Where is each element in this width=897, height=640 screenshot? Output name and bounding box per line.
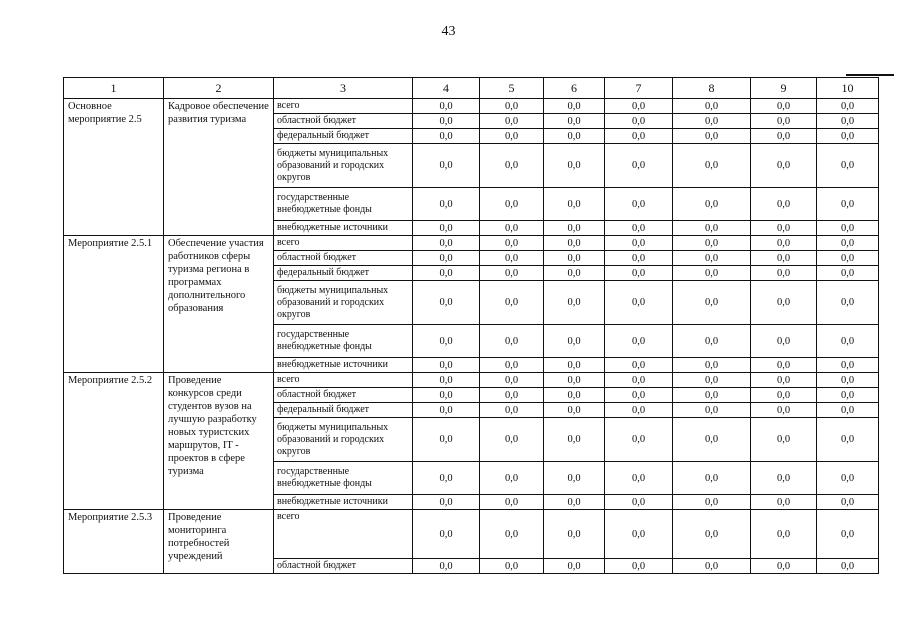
amount-cell: 0,0 (751, 188, 817, 221)
amount-cell: 0,0 (480, 99, 544, 114)
amount-cell: 0,0 (413, 358, 480, 373)
amount-cell: 0,0 (605, 236, 673, 251)
table-row (64, 99, 879, 114)
amount-cell: 0,0 (817, 236, 879, 251)
column-header: 6 (544, 78, 605, 99)
amount-cell: 0,0 (413, 114, 480, 129)
amount-cell: 0,0 (413, 188, 480, 221)
amount-cell: 0,0 (751, 99, 817, 114)
amount-cell: 0,0 (413, 129, 480, 144)
measure-title: Кадровое обеспечение развития туризма (164, 99, 274, 236)
amount-cell: 0,0 (480, 388, 544, 403)
column-header: 4 (413, 78, 480, 99)
amount-cell: 0,0 (751, 221, 817, 236)
measure-title: Проведение конкурсов среди студентов вузов на лучшую разработку новых туристских маршрутов, IT - проектов в сфере туризма (164, 373, 274, 510)
amount-cell: 0,0 (413, 251, 480, 266)
amount-cell: 0,0 (605, 358, 673, 373)
funding-source: областной бюджет (274, 251, 413, 266)
amount-cell: 0,0 (817, 403, 879, 418)
funding-source: всего (274, 510, 413, 559)
amount-cell: 0,0 (480, 510, 544, 559)
funding-source: областной бюджет (274, 559, 413, 574)
amount-cell: 0,0 (480, 358, 544, 373)
funding-source: федеральный бюджет (274, 266, 413, 281)
amount-cell: 0,0 (480, 495, 544, 510)
amount-cell: 0,0 (605, 325, 673, 358)
amount-cell: 0,0 (605, 221, 673, 236)
funding-source: государственные внебюджетные фонды (274, 325, 413, 358)
amount-cell: 0,0 (544, 373, 605, 388)
amount-cell: 0,0 (673, 251, 751, 266)
funding-source: внебюджетные источники (274, 221, 413, 236)
amount-cell: 0,0 (673, 495, 751, 510)
amount-cell: 0,0 (605, 281, 673, 325)
amount-cell: 0,0 (817, 418, 879, 462)
amount-cell: 0,0 (480, 559, 544, 574)
amount-cell: 0,0 (544, 388, 605, 403)
funding-source: областной бюджет (274, 114, 413, 129)
funding-source: внебюджетные источники (274, 358, 413, 373)
amount-cell: 0,0 (605, 388, 673, 403)
amount-cell: 0,0 (817, 325, 879, 358)
amount-cell: 0,0 (817, 129, 879, 144)
funding-source: внебюджетные источники (274, 495, 413, 510)
funding-source: государственные внебюджетные фонды (274, 462, 413, 495)
amount-cell: 0,0 (817, 281, 879, 325)
amount-cell: 0,0 (544, 129, 605, 144)
amount-cell: 0,0 (751, 559, 817, 574)
amount-cell: 0,0 (413, 388, 480, 403)
amount-cell: 0,0 (673, 236, 751, 251)
funding-source: бюджеты муниципальных образований и городских округов (274, 418, 413, 462)
amount-cell: 0,0 (673, 144, 751, 188)
amount-cell: 0,0 (544, 236, 605, 251)
column-header: 2 (164, 78, 274, 99)
amount-cell: 0,0 (605, 559, 673, 574)
amount-cell: 0,0 (673, 188, 751, 221)
amount-cell: 0,0 (673, 99, 751, 114)
amount-cell: 0,0 (605, 462, 673, 495)
funding-source: всего (274, 373, 413, 388)
amount-cell: 0,0 (817, 510, 879, 559)
amount-cell: 0,0 (751, 373, 817, 388)
amount-cell: 0,0 (673, 462, 751, 495)
amount-cell: 0,0 (605, 510, 673, 559)
amount-cell: 0,0 (673, 510, 751, 559)
amount-cell: 0,0 (817, 373, 879, 388)
amount-cell: 0,0 (673, 129, 751, 144)
column-header: 8 (673, 78, 751, 99)
amount-cell: 0,0 (544, 510, 605, 559)
amount-cell: 0,0 (544, 281, 605, 325)
amount-cell: 0,0 (413, 403, 480, 418)
amount-cell: 0,0 (751, 388, 817, 403)
amount-cell: 0,0 (751, 495, 817, 510)
amount-cell: 0,0 (480, 144, 544, 188)
amount-cell: 0,0 (413, 221, 480, 236)
amount-cell: 0,0 (817, 462, 879, 495)
amount-cell: 0,0 (751, 236, 817, 251)
measure-code: Мероприятие 2.5.1 (64, 236, 164, 373)
amount-cell: 0,0 (413, 325, 480, 358)
amount-cell: 0,0 (817, 99, 879, 114)
amount-cell: 0,0 (480, 251, 544, 266)
amount-cell: 0,0 (605, 251, 673, 266)
amount-cell: 0,0 (751, 114, 817, 129)
amount-cell: 0,0 (544, 358, 605, 373)
amount-cell: 0,0 (751, 266, 817, 281)
amount-cell: 0,0 (673, 559, 751, 574)
amount-cell: 0,0 (673, 388, 751, 403)
measure-title: Проведение мониторинга потребностей учреждений (164, 510, 274, 574)
table-row (64, 510, 879, 559)
measure-code: Основное мероприятие 2.5 (64, 99, 164, 236)
amount-cell: 0,0 (751, 144, 817, 188)
amount-cell: 0,0 (413, 559, 480, 574)
amount-cell: 0,0 (413, 281, 480, 325)
amount-cell: 0,0 (605, 99, 673, 114)
amount-cell: 0,0 (817, 559, 879, 574)
measure-title: Обеспечение участия работников сферы туризма региона в программах дополнительного образования (164, 236, 274, 373)
funding-source: государственные внебюджетные фонды (274, 188, 413, 221)
amount-cell: 0,0 (817, 495, 879, 510)
amount-cell: 0,0 (605, 418, 673, 462)
table-row (64, 373, 879, 388)
amount-cell: 0,0 (673, 325, 751, 358)
amount-cell: 0,0 (817, 266, 879, 281)
amount-cell: 0,0 (413, 373, 480, 388)
amount-cell: 0,0 (605, 495, 673, 510)
amount-cell: 0,0 (673, 418, 751, 462)
amount-cell: 0,0 (751, 358, 817, 373)
amount-cell: 0,0 (544, 559, 605, 574)
column-header: 3 (274, 78, 413, 99)
amount-cell: 0,0 (544, 418, 605, 462)
amount-cell: 0,0 (480, 221, 544, 236)
amount-cell: 0,0 (544, 188, 605, 221)
amount-cell: 0,0 (413, 144, 480, 188)
amount-cell: 0,0 (605, 129, 673, 144)
amount-cell: 0,0 (480, 373, 544, 388)
amount-cell: 0,0 (817, 358, 879, 373)
amount-cell: 0,0 (544, 221, 605, 236)
amount-cell: 0,0 (544, 266, 605, 281)
amount-cell: 0,0 (673, 221, 751, 236)
amount-cell: 0,0 (605, 403, 673, 418)
amount-cell: 0,0 (413, 462, 480, 495)
amount-cell: 0,0 (413, 495, 480, 510)
amount-cell: 0,0 (817, 251, 879, 266)
amount-cell: 0,0 (544, 403, 605, 418)
amount-cell: 0,0 (605, 373, 673, 388)
amount-cell: 0,0 (605, 266, 673, 281)
amount-cell: 0,0 (544, 114, 605, 129)
amount-cell: 0,0 (751, 325, 817, 358)
measure-code: Мероприятие 2.5.2 (64, 373, 164, 510)
column-header: 1 (64, 78, 164, 99)
funding-source: федеральный бюджет (274, 129, 413, 144)
amount-cell: 0,0 (413, 236, 480, 251)
amount-cell: 0,0 (817, 114, 879, 129)
funding-source: бюджеты муниципальных образований и городских округов (274, 281, 413, 325)
amount-cell: 0,0 (480, 266, 544, 281)
amount-cell: 0,0 (480, 325, 544, 358)
column-header: 9 (751, 78, 817, 99)
amount-cell: 0,0 (544, 495, 605, 510)
measure-code: Мероприятие 2.5.3 (64, 510, 164, 574)
amount-cell: 0,0 (480, 114, 544, 129)
budget-table (63, 77, 879, 574)
amount-cell: 0,0 (673, 403, 751, 418)
amount-cell: 0,0 (751, 510, 817, 559)
funding-source: всего (274, 99, 413, 114)
amount-cell: 0,0 (480, 236, 544, 251)
column-header: 10 (817, 78, 879, 99)
amount-cell: 0,0 (673, 358, 751, 373)
amount-cell: 0,0 (480, 281, 544, 325)
amount-cell: 0,0 (544, 462, 605, 495)
amount-cell: 0,0 (413, 99, 480, 114)
amount-cell: 0,0 (544, 251, 605, 266)
page-number: 43 (441, 24, 456, 39)
amount-cell: 0,0 (751, 403, 817, 418)
amount-cell: 0,0 (673, 373, 751, 388)
table-row (64, 236, 879, 251)
amount-cell: 0,0 (817, 388, 879, 403)
column-header: 7 (605, 78, 673, 99)
amount-cell: 0,0 (544, 144, 605, 188)
amount-cell: 0,0 (413, 510, 480, 559)
column-header: 5 (480, 78, 544, 99)
amount-cell: 0,0 (605, 144, 673, 188)
amount-cell: 0,0 (751, 251, 817, 266)
amount-cell: 0,0 (544, 325, 605, 358)
pen-stroke-mark (846, 74, 894, 76)
header-row (64, 78, 879, 99)
funding-source: всего (274, 236, 413, 251)
amount-cell: 0,0 (413, 418, 480, 462)
amount-cell: 0,0 (480, 188, 544, 221)
funding-source: федеральный бюджет (274, 403, 413, 418)
amount-cell: 0,0 (605, 114, 673, 129)
amount-cell: 0,0 (817, 188, 879, 221)
amount-cell: 0,0 (673, 266, 751, 281)
amount-cell: 0,0 (673, 114, 751, 129)
amount-cell: 0,0 (751, 129, 817, 144)
amount-cell: 0,0 (480, 129, 544, 144)
amount-cell: 0,0 (817, 144, 879, 188)
amount-cell: 0,0 (751, 281, 817, 325)
amount-cell: 0,0 (544, 99, 605, 114)
amount-cell: 0,0 (605, 188, 673, 221)
amount-cell: 0,0 (817, 221, 879, 236)
funding-source: областной бюджет (274, 388, 413, 403)
amount-cell: 0,0 (480, 418, 544, 462)
amount-cell: 0,0 (480, 462, 544, 495)
amount-cell: 0,0 (413, 266, 480, 281)
funding-source: бюджеты муниципальных образований и городских округов (274, 144, 413, 188)
amount-cell: 0,0 (480, 403, 544, 418)
amount-cell: 0,0 (751, 418, 817, 462)
amount-cell: 0,0 (751, 462, 817, 495)
amount-cell: 0,0 (673, 281, 751, 325)
